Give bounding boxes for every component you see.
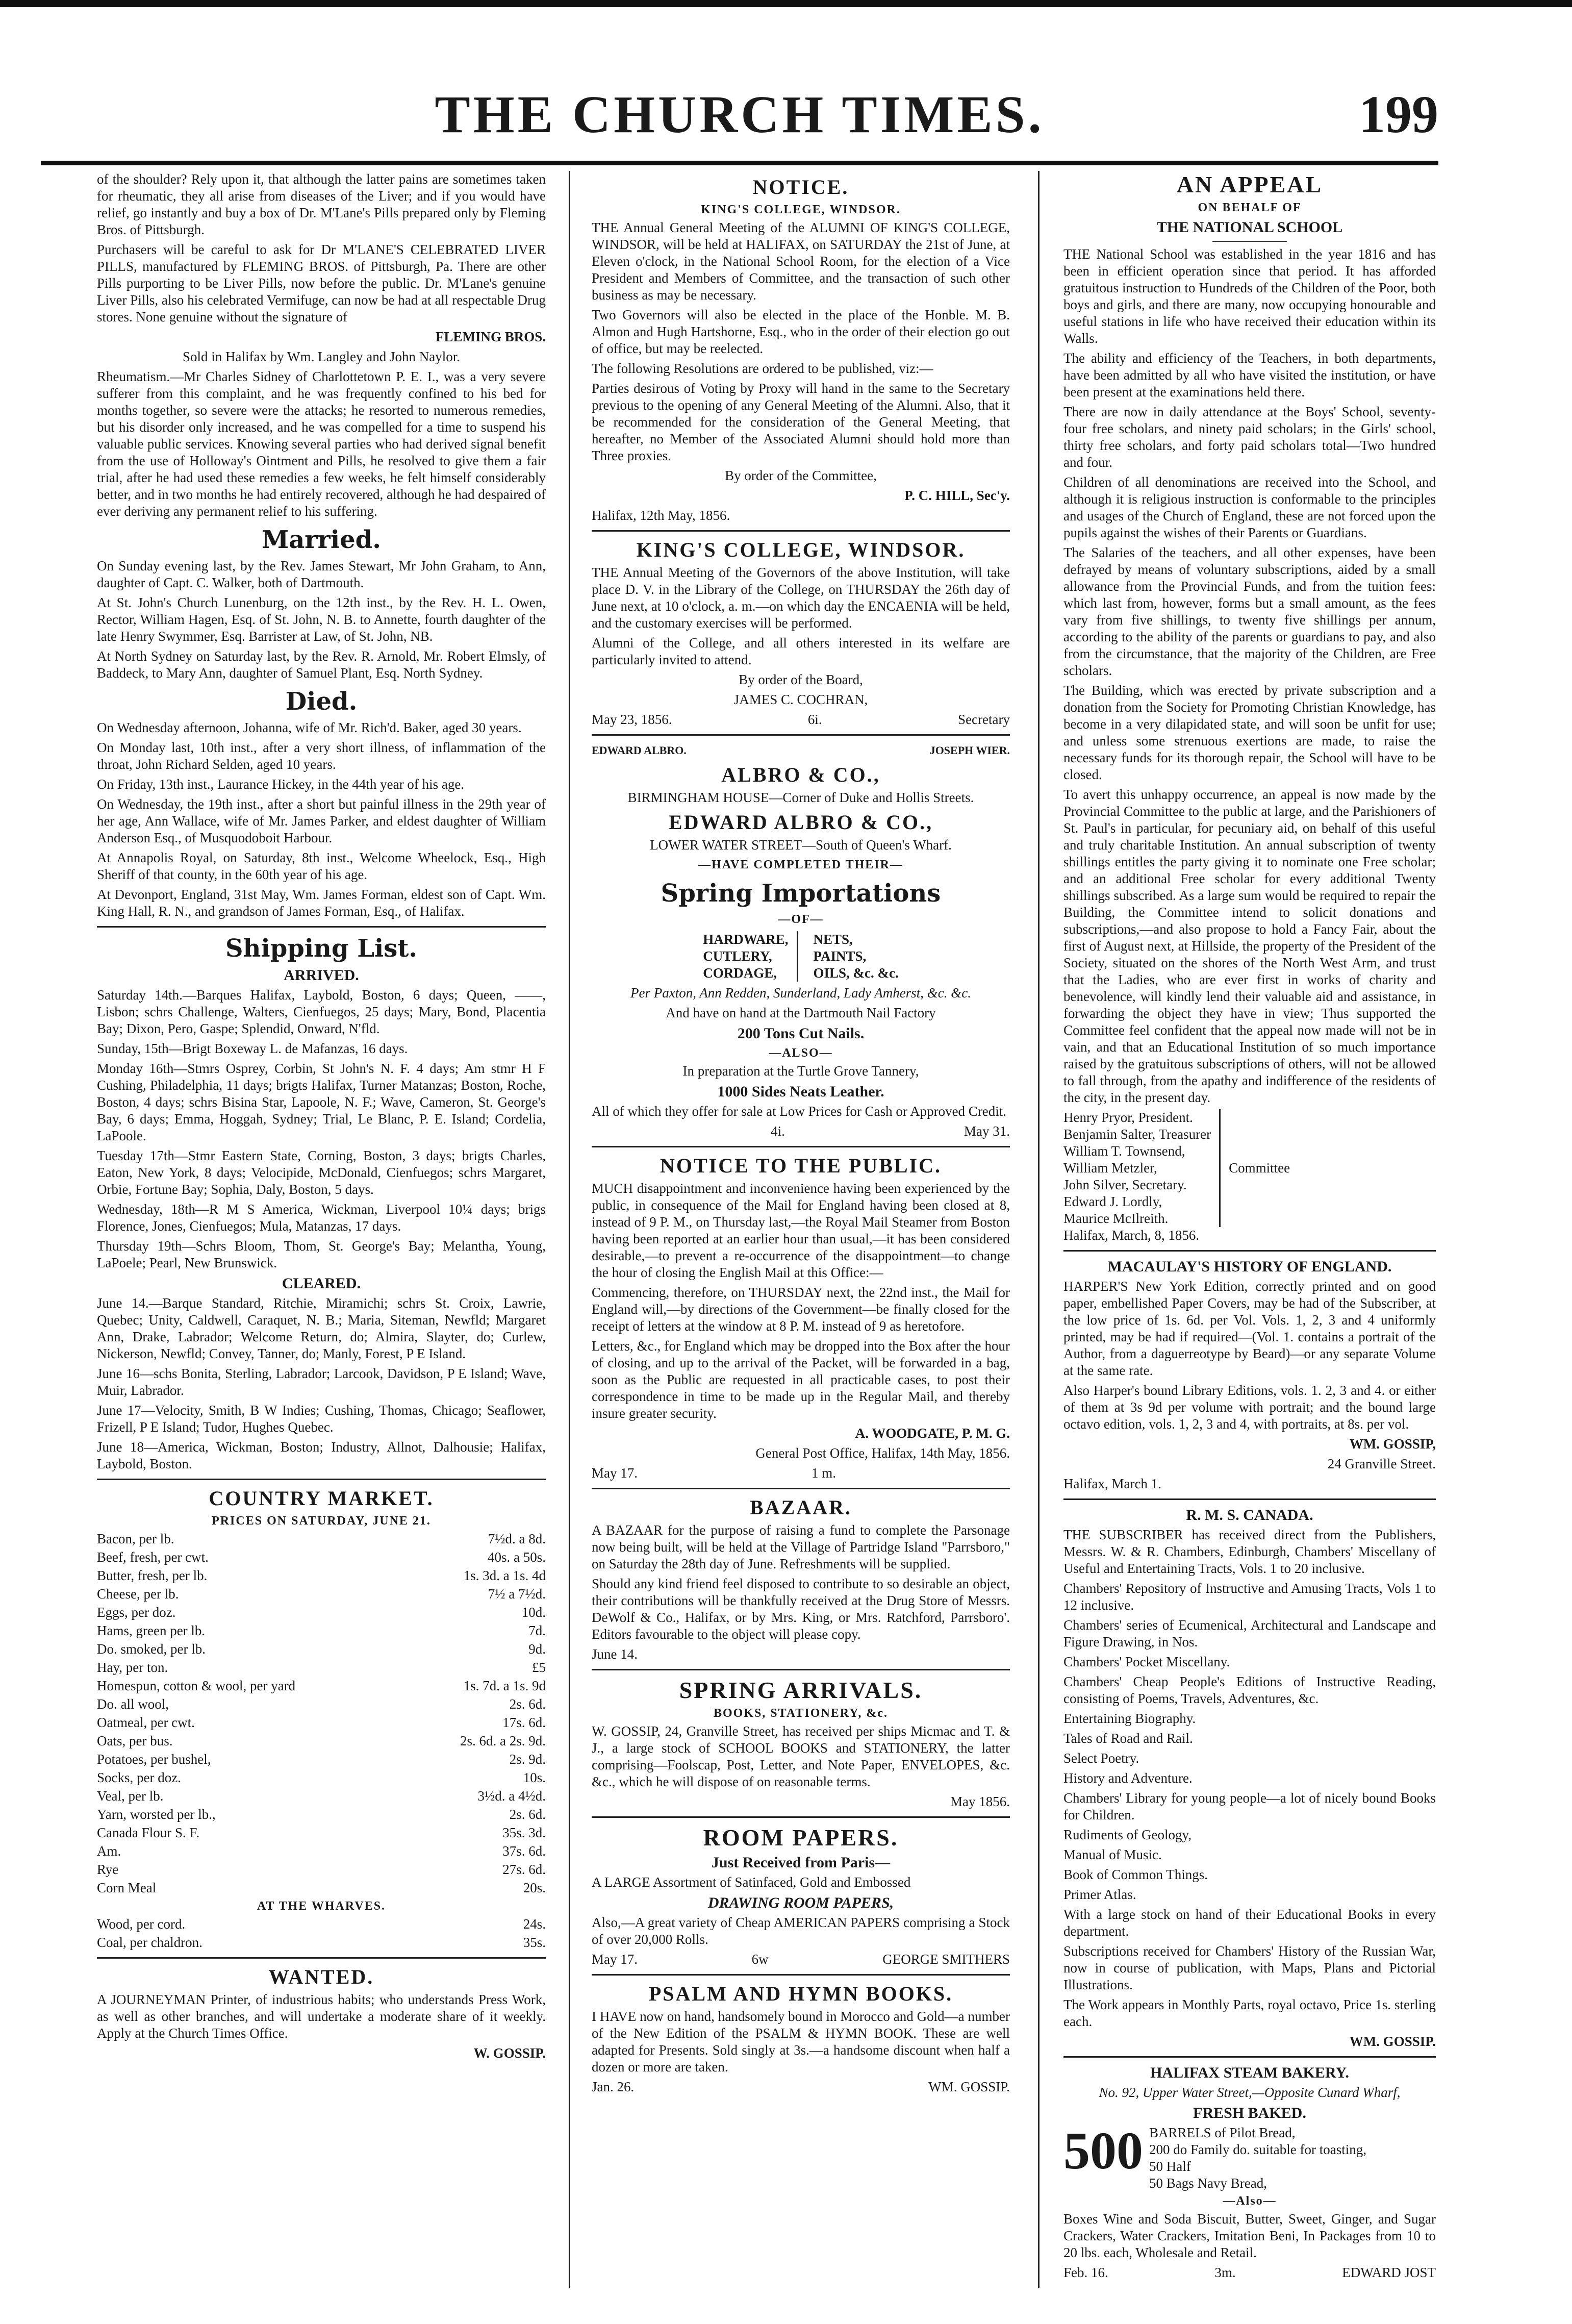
pills-signature: FLEMING BROS. bbox=[435, 329, 546, 344]
market-row: Corn Meal 20s. bbox=[97, 1880, 546, 1895]
committee-member: Henry Pryor, President. bbox=[1063, 1110, 1193, 1125]
arrived-heading: ARRIVED. bbox=[284, 967, 359, 984]
column-divider-1 bbox=[569, 171, 570, 2288]
albro-firm-2: EDWARD ALBRO & CO., bbox=[668, 811, 933, 834]
column-1 bbox=[97, 171, 546, 2065]
wharves-row: Coal, per chaldron. 35s. bbox=[97, 1935, 546, 1950]
section-rule bbox=[97, 926, 546, 928]
spring-arrivals-heading: SPRING ARRIVALS. bbox=[679, 1677, 923, 1703]
kings-college-date: May 23, 1856. bbox=[592, 712, 672, 727]
section-rule bbox=[97, 1479, 546, 1480]
spring-arrivals-subheading: BOOKS, STATIONERY, &c. bbox=[713, 1707, 889, 1720]
bazaar-text: Should any kind friend feel disposed to contribute to so desirable an object, their contributions will be thankfully received at the Drug Store of Messrs. DeWolf & Co., Halifax, or by Mrs. King, or Mrs. Ratchford, Parrsboro'. Editors favourable to the object will please copy. bbox=[592, 1576, 1010, 1642]
page-number: 199 bbox=[1359, 85, 1438, 144]
room-papers-text: Also,—A great variety of Cheap AMERICAN PAPERS comprising a Stock of over 20,000 Rolls. bbox=[592, 1915, 1010, 1947]
appeal-text: Children of all denominations are received into the School, and although it is religious instruction is conformable to the principles and usages of the Church of England, these are not forced upon the pupils against the wishes of their Parents or Guardians. bbox=[1063, 474, 1436, 540]
notice-by-order: By order of the Committee, bbox=[725, 468, 877, 483]
market-row: Canada Flour S. F. 35s. 3d. bbox=[97, 1825, 546, 1840]
canada-book-list bbox=[1063, 1580, 1436, 1903]
section-rule bbox=[592, 1816, 1010, 1818]
masthead bbox=[41, 84, 1438, 156]
arrival-entry: Wednesday, 18th—R M S America, Wickman, Liverpool 10¼ days; brigs Florence, Jones, Cienfuegos; Mula, Matanzas, 17 days. bbox=[97, 1202, 546, 1234]
cleared-entry: June 17—Velocity, Smith, B W Indies; Cushing, Thomas, Chicago; Seaflower, Frizell, P E Island; Tudor, Hughes Quebec. bbox=[97, 1403, 546, 1435]
notice-date: Halifax, 12th May, 1856. bbox=[592, 508, 730, 523]
wanted-text: A JOURNEYMAN Printer, of industrious habits; who understands Press Work, as well as other branches, and will undertake a moderate share of it weekly. Apply at the Church Times Office. bbox=[97, 1992, 546, 2041]
market-row: Potatoes, per bushel, 2s. 9d. bbox=[97, 1752, 546, 1767]
married-entry: At St. John's Church Lunenburg, on the 12th inst., by the Rev. H. L. Owen, Rector, William Hagen, Esq. of St. John, N. B. to Annette, fourth daughter of the late Henry Swymmer, Esq. Barrister at Law, of St. John, NB. bbox=[97, 595, 546, 644]
albro-terms-code: 4i. bbox=[771, 1123, 785, 1139]
appeal-text: There are now in daily attendance at the Boys' School, seventy-four free scholars, and ninety paid scholars; in the Girls' school, thirty free scholars, and forty paid scholars total—Two hundred and four. bbox=[1063, 404, 1436, 470]
albro-goods-left: HARDWARE, CUTLERY, CORDAGE, bbox=[703, 931, 798, 982]
committee-member: William Metzler, bbox=[1063, 1160, 1157, 1176]
room-papers-text: A LARGE Assortment of Satinfaced, Gold and Embossed bbox=[592, 1875, 911, 1890]
wharves-row: Wood, per cord. 24s. bbox=[97, 1916, 546, 1932]
market-row: Beef, fresh, per cwt. 40s. a 50s. bbox=[97, 1550, 546, 1565]
notice-text: Parties desirous of Voting by Proxy will hand in the same to the Secretary previous to the opening of any General Meeting of the Alumni. Also, that it be recommended for the consideration of the General Meeting, that hereafter, no Member of the Associated Alumni should hold more than Three proxies. bbox=[592, 381, 1010, 463]
section-rule bbox=[592, 1974, 1010, 1976]
psalm-signature: WM. GOSSIP. bbox=[928, 2079, 1010, 2094]
list-item: 200 do Family do. suitable for toasting, bbox=[1149, 2142, 1366, 2157]
macaulay-heading: MACAULAY'S HISTORY OF ENGLAND. bbox=[1107, 1258, 1392, 1275]
room-papers-code: 6w bbox=[751, 1952, 769, 1967]
spring-arrivals-date: May 1856. bbox=[950, 1794, 1010, 1809]
section-rule bbox=[97, 1957, 546, 1959]
psalm-heading: PSALM AND HYMN BOOKS. bbox=[648, 1982, 953, 2005]
albro-spring-importations: Spring Importations bbox=[661, 879, 941, 908]
newspaper-title: THE CHURCH TIMES. bbox=[435, 85, 1045, 144]
appeal-subheading: ON BEHALF OF bbox=[1198, 201, 1302, 214]
market-row: Cheese, per lb. 7½ a 7½d. bbox=[97, 1586, 546, 1602]
arrival-entry: Monday 16th—Stmrs Osprey, Corbin, St John's N. F. 4 days; Am stmr H F Cushing, Philadelphia, 11 days; brigts Halifax, Turner Matanzas; Boston, Roche, Boston, 4 days; schrs Bisina Star, Lapoole, N. F.; Wave, Cameron, St. George's Bay, 6 days; Emma, Hoggah, Sydney; Trial, Le Blanc, P. E. Island; Cordelia, LaPoole. bbox=[97, 1061, 546, 1143]
psalm-text: I HAVE now on hand, handsomely bound in Morocco and Gold—a number of the New Edition of the PSALM & HYMN BOOK. These are well adapted for Presents. Sold singly at 3s.—a handsome discount when half a dozen or more are taken. bbox=[592, 2009, 1010, 2075]
market-price-list bbox=[97, 1531, 546, 1896]
market-row: Butter, fresh, per lb. 1s. 3d. a 1s. 4d bbox=[97, 1568, 546, 1583]
bakery-500: 500 bbox=[1063, 2121, 1143, 2180]
section-rule bbox=[592, 530, 1010, 532]
public-notice-heading: NOTICE TO THE PUBLIC. bbox=[660, 1154, 942, 1177]
canada-text: With a large stock on hand of their Educational Books in every department. bbox=[1063, 1907, 1436, 1939]
death-entry: At Devonport, England, 31st May, Wm. James Forman, eldest son of Capt. Wm. King Hall, R. N., and grandson of James Forman, Esq., of Halifax. bbox=[97, 887, 546, 919]
committee-member: Benjamin Salter, Treasurer bbox=[1063, 1127, 1211, 1142]
albro-terms-footer bbox=[592, 1123, 1010, 1140]
kings-college-footer bbox=[592, 711, 1010, 728]
kings-college-text: Alumni of the College, and all others interested in its welfare are particularly invited to attend. bbox=[592, 635, 1010, 667]
bakery-fresh-baked: FRESH BAKED. bbox=[1193, 2105, 1306, 2121]
bakery-address: No. 92, Upper Water Street,—Opposite Cunard Wharf, bbox=[1099, 2085, 1401, 2100]
public-notice-text: Letters, &c., for England which may be dropped into the Box after the hour of closing, and up to the arrival of the Packet, will be forwarded in a bag, soon as the Public are requested in all practicable cases, to post their correspondence in time to be made up in the Regular Mail, and thereby insure greater security. bbox=[592, 1338, 1010, 1421]
list-item: 50 Bags Navy Bread, bbox=[1149, 2176, 1267, 2191]
committee-member: William T. Townsend, bbox=[1063, 1143, 1185, 1159]
market-row: Eggs, per doz. 10d. bbox=[97, 1605, 546, 1620]
appeal-rule bbox=[1212, 241, 1287, 242]
market-row: Oatmeal, per cwt. 17s. 6d. bbox=[97, 1715, 546, 1730]
kings-college-secretary: Secretary bbox=[958, 712, 1010, 727]
died-heading: Died. bbox=[285, 687, 358, 716]
bakery-code: 3m. bbox=[1214, 2265, 1236, 2280]
list-item: Primer Atlas. bbox=[1063, 1887, 1136, 1902]
macaulay-text: HARPER'S New York Edition, correctly printed and on good paper, embellished Paper Covers, may be had of the Subscriber, at the low price of 1s. 6d. per Vol. Vols. 1, 2, 3 and 4 uniformly printed, may be had if required—(Vol. 1. contains a portrait of the Author, from a daguerreotype by Beard)—or any separate Volume at the same rate. bbox=[1063, 1279, 1436, 1378]
list-item: Chambers' series of Ecumenical, Architectural and Landscape and Figure Drawing, in Nos. bbox=[1063, 1617, 1436, 1650]
public-notice-footer bbox=[592, 1465, 1010, 1482]
market-row: Do. smoked, per lb. 9d. bbox=[97, 1641, 546, 1657]
market-row: Oats, per bus. 2s. 6d. a 2s. 9d. bbox=[97, 1733, 546, 1748]
section-rule bbox=[592, 1669, 1010, 1670]
death-entry: On Friday, 13th inst., Laurance Hickey, in the 44th year of his age. bbox=[97, 777, 465, 792]
committee-member: John Silver, Secretary. bbox=[1063, 1177, 1187, 1192]
public-notice-code: 1 m. bbox=[811, 1465, 836, 1481]
wanted-heading: WANTED. bbox=[268, 1965, 374, 1988]
canada-text: The Work appears in Monthly Parts, royal octavo, Price 1s. sterling each. bbox=[1063, 1997, 1436, 2029]
room-papers-footer bbox=[592, 1951, 1010, 1968]
macaulay-address: 24 Granville Street. bbox=[1327, 1456, 1436, 1471]
market-heading: COUNTRY MARKET. bbox=[209, 1487, 434, 1510]
cleared-entry: June 14.—Barque Standard, Ritchie, Miramichi; schrs St. Croix, Lawrie, Quebec; Unity, Caldwell, Caraquet, N. B.; Maria, Siteman, Newfld; Margaret Ann, Drake, Labrador; Welcome Return, do; Almira, Slayter, do; Curlew, Nickerson, Newfld; Convey, Tanner, do; Manly, Forest, P E Island. bbox=[97, 1295, 546, 1361]
canada-signature: WM. GOSSIP. bbox=[1349, 2034, 1436, 2049]
albro-terms-date: May 31. bbox=[964, 1123, 1010, 1139]
cleared-entry: June 16—schs Bonita, Sterling, Labrador; Larcook, Davidson, P E Island; Wave, Muir, Labrador. bbox=[97, 1366, 546, 1398]
albro-firm: ALBRO & CO., bbox=[721, 763, 880, 786]
albro-nails: 200 Tons Cut Nails. bbox=[737, 1025, 865, 1042]
bakery-also: —Also— bbox=[1223, 2194, 1277, 2208]
list-item: Entertaining Biography. bbox=[1063, 1711, 1196, 1726]
list-item: Chambers' Library for young people—a lot of nicely bound Books for Children. bbox=[1063, 1790, 1436, 1822]
arrival-entry: Tuesday 17th—Stmr Eastern State, Corning, Boston, 3 days; brigts Charles, Eaton, New York, 8 days; Velocipide, McDonald, Cienfuegos; schrs Margaret, Orbie, Fortune Bay; Sophia, Daly, Boston, 5 days. bbox=[97, 1148, 546, 1197]
market-row: Bacon, per lb. 7½d. a 8d. bbox=[97, 1531, 546, 1546]
list-item: Chambers' Pocket Miscellany. bbox=[1063, 1654, 1230, 1669]
albro-partner-left: EDWARD ALBRO. bbox=[592, 744, 687, 757]
notice-text: The following Resolutions are ordered to be published, viz:— bbox=[592, 361, 933, 376]
bakery-footer bbox=[1063, 2264, 1436, 2281]
wharves-subheading: AT THE WHARVES. bbox=[257, 1900, 386, 1913]
masthead-rule bbox=[41, 161, 1438, 165]
list-item: Tales of Road and Rail. bbox=[1063, 1731, 1193, 1746]
pills-advert: of the shoulder? Rely upon it, that although the latter pains are sometimes taken for rheumatic, they all arise from diseases of the Liver; and if you would have relief, go instantly and buy a box of Dr. M'Lane's Pills prepared only by Fleming Bros. of Pittsburgh. bbox=[97, 171, 546, 237]
page-top-edge bbox=[0, 0, 1572, 7]
kings-college-by-order: By order of the Board, bbox=[739, 672, 863, 687]
list-item: History and Adventure. bbox=[1063, 1770, 1193, 1786]
albro-terms: All of which they offer for sale at Low Prices for Cash or Approved Credit. bbox=[592, 1104, 1007, 1119]
married-heading: Married. bbox=[262, 526, 381, 554]
room-papers-date: May 17. bbox=[592, 1952, 638, 1967]
appeal-text: THE National School was established in the year 1816 and has been in efficient operation since that period. It has afforded gratuitous instruction to Hundreds of the Children of the Poor, both boys and girls, and there are many, now occupying honourable and useful stations in life who have received their education within its Walls. bbox=[1063, 246, 1436, 346]
macaulay-signature: WM. GOSSIP, bbox=[1349, 1436, 1436, 1452]
list-item: Rudiments of Geology, bbox=[1063, 1827, 1191, 1842]
market-row: Socks, per doz. 10s. bbox=[97, 1770, 546, 1785]
macaulay-text: Also Harper's bound Library Editions, vols. 1. 2, 3 and 4. or either of them at 3s 9d per volume with portrait; and the bound large octavo edition, vols. 1, 2, 3 and 4, with portraits, at 8s. per vol. bbox=[1063, 1383, 1436, 1432]
married-entry: At North Sydney on Saturday last, by the Rev. R. Arnold, Mr. Robert Elmsly, of Baddeck, to Mary Ann, daughter of Samuel Plant, Esq. North Sydney. bbox=[97, 648, 546, 681]
death-entry: On Monday last, 10th inst., after a very short illness, of inflammation of the throat, John Richard Selden, aged 10 years. bbox=[97, 740, 546, 772]
section-rule bbox=[1063, 1498, 1436, 1500]
albro-nail-factory: And have on hand at the Dartmouth Nail Factory bbox=[666, 1005, 936, 1020]
list-item: Chambers' Repository of Instructive and Amusing Tracts, Vols 1 to 12 inclusive. bbox=[1063, 1581, 1436, 1613]
pills-sold-by: Sold in Halifax by Wm. Langley and John Naylor. bbox=[183, 349, 460, 364]
bakery-list bbox=[1063, 2121, 1436, 2192]
married-entry: On Sunday evening last, by the Rev. James Stewart, Mr John Graham, to Ann, daughter of Capt. C. Walker, both of Dartmouth. bbox=[97, 558, 546, 590]
arrival-entry: Sunday, 15th—Brigt Boxeway L. de Mafanzas, 16 days. bbox=[97, 1041, 408, 1056]
psalm-date: Jan. 26. bbox=[592, 2079, 635, 2094]
spring-arrivals-text: W. GOSSIP, 24, Granville Street, has received per ships Micmac and T. & J., a large stock of SCHOOL BOOKS and STATIONERY, the latter comprising—Foolscap, Post, Letter, and Note Paper, ENVELOPES, &c. &c., which he will dispose of on reasonable terms. bbox=[592, 1723, 1010, 1789]
macaulay-date: Halifax, March 1. bbox=[1063, 1476, 1161, 1491]
bazaar-date: June 14. bbox=[592, 1646, 638, 1662]
committee-label: Committee bbox=[1229, 1160, 1290, 1176]
list-item: BARRELS of Pilot Bread, bbox=[1149, 2125, 1296, 2140]
public-notice-date: May 17. bbox=[592, 1465, 638, 1481]
market-row: Veal, per lb. 3½d. a 4½d. bbox=[97, 1788, 546, 1804]
appeal-text: The ability and efficiency of the Teachers, in both departments, have been admitted by all who have visited the institution, or have been present at the examinations held there. bbox=[1063, 351, 1436, 399]
room-papers-subheading: Just Received from Paris— bbox=[711, 1854, 891, 1871]
market-row: Hams, green per lb. 7d. bbox=[97, 1623, 546, 1638]
bazaar-text: A BAZAAR for the purpose of raising a fund to complete the Parsonage now being built, will be held at the Village of Partridge Island "Parrsboro," on Saturday the 28th day of June. Refreshments will be supplied. bbox=[592, 1522, 1010, 1571]
notice-signature: P. C. HILL, Sec'y. bbox=[904, 488, 1010, 503]
bakery-text: Boxes Wine and Soda Biscuit, Butter, Sweet, Ginger, and Sugar Crackers, Water Crackers, Imitation Beni, In Packages from 10 to 20 lbs. each, Wholesale and Retail. bbox=[1063, 2211, 1436, 2260]
appeal-text: To avert this unhappy occurrence, an appeal is now made by the Provincial Committee to the public at large, and the Parishioners of St. Paul's in particular, for pecuniary aid, on behalf of this useful and truly charitable Institution. An annual subscription of twenty shillings entitles the party giving it to nominate one Free scholar; and an additional Free scholar for every additional Twenty shillings subscribed. As a large sum would be required to repair the Building, the Committee intend to solicit donations and subscriptions,—and also propose to hold a Fancy Fair, about the first of August next, at Hillside, the property of the President of the Society, situated on the shores of the North West Arm, and trust that the Ladies, who are ever first in works of charity and benevolence, will kindly lend their valuable aid and assistance, in forwarding the object they have in view; Thus supported the Committee feel confident that the appeal now made will not be in vain, and that an Educational Institution of so much importance raised by the gratuitous subscriptions of others, will not be allowed to fall through, from the apathy and indifference of the residents of the city, in the present day. bbox=[1063, 787, 1436, 1105]
appeal-date: Halifax, March, 8, 1856. bbox=[1063, 1228, 1200, 1243]
room-papers-drawing: DRAWING ROOM PAPERS, bbox=[707, 1894, 894, 1911]
section-rule bbox=[592, 1146, 1010, 1147]
column-2 bbox=[592, 171, 1010, 2095]
room-papers-signature: GEORGE SMITHERS bbox=[882, 1952, 1010, 1967]
arrival-entry: Thursday 19th—Schrs Bloom, Thom, St. George's Bay; Melantha, Young, LaPoele; Pearl, New Brunswick. bbox=[97, 1238, 546, 1270]
albro-ships: Per Paxton, Ann Redden, Sunderland, Lady Amherst, &c. &c. bbox=[630, 985, 971, 1001]
public-notice-office: General Post Office, Halifax, 14th May, 1856. bbox=[755, 1445, 1010, 1461]
bazaar-heading: BAZAAR. bbox=[750, 1496, 852, 1519]
market-row: Yarn, worsted per lb., 2s. 6d. bbox=[97, 1807, 546, 1822]
list-item: Manual of Music. bbox=[1063, 1847, 1162, 1862]
albro-also: —ALSO— bbox=[769, 1046, 833, 1060]
cleared-heading: CLEARED. bbox=[282, 1275, 361, 1292]
market-row: Do. all wool, 2s. 6d. bbox=[97, 1696, 546, 1712]
albro-of: —OF— bbox=[778, 913, 824, 926]
kings-college-heading: KING'S COLLEGE, WINDSOR. bbox=[636, 538, 966, 561]
list-item: Select Poetry. bbox=[1063, 1751, 1139, 1766]
notice-text: Two Governors will also be elected in the place of the Honble. M. B. Almon and Hugh Hartshorne, Esq., who in the order of their election go out of office, but may be reelected. bbox=[592, 307, 1010, 356]
canada-heading: R. M. S. CANADA. bbox=[1186, 1507, 1313, 1523]
market-row: Hay, per ton. £5 bbox=[97, 1660, 546, 1675]
albro-goods bbox=[592, 931, 1010, 982]
appeal-text: The Salaries of the teachers, and all other expenses, have been defrayed by means of voluntary subscriptions, aided by a small allowance from the Provincial Funds, and from the tuition fees: which last from, however, forms but a small amount, as the fees vary from five shillings, to twenty five shillings per annum, according to the ability of the parents or guardians to pay, and also from the circumstance, that the majority of the Children, are Free scholars. bbox=[1063, 545, 1436, 678]
section-rule bbox=[1063, 1250, 1436, 1252]
albro-house: BIRMINGHAM HOUSE—Corner of Duke and Hollis Streets. bbox=[627, 790, 974, 805]
committee-member: Maurice McIlreith. bbox=[1063, 1211, 1169, 1226]
section-rule bbox=[592, 1488, 1010, 1489]
market-row: Homespun, cotton & wool, per yard 1s. 7d. a 1s. 9d bbox=[97, 1678, 546, 1693]
bakery-heading: HALIFAX STEAM BAKERY. bbox=[1150, 2064, 1349, 2081]
room-papers-heading: ROOM PAPERS. bbox=[703, 1825, 899, 1851]
appeal-subheading-2: THE NATIONAL SCHOOL bbox=[1156, 219, 1343, 236]
public-notice-text: Commencing, therefore, on THURSDAY next, the 22nd inst., the Mail for England will,—by directions of the Government—be finally closed for the receipt of letters at the window at 8 P. M. instead of 9 as heretofore. bbox=[592, 1285, 1010, 1334]
notice-subheading: KING'S COLLEGE, WINDSOR. bbox=[701, 203, 901, 216]
albro-house-2: LOWER WATER STREET—South of Queen's Wharf. bbox=[650, 837, 952, 853]
market-row: Am. 37s. 6d. bbox=[97, 1843, 546, 1859]
public-notice-signature: A. WOODGATE, P. M. G. bbox=[855, 1426, 1010, 1441]
list-item: 50 Half bbox=[1149, 2159, 1191, 2174]
canada-text: Subscriptions received for Chambers' History of the Russian War, now in course of publication, with Maps, Plans and Pictorial Illustrations. bbox=[1063, 1943, 1436, 1992]
committee-names bbox=[1063, 1109, 1221, 1227]
column-divider-2 bbox=[1038, 171, 1039, 2288]
notice-heading: NOTICE. bbox=[752, 176, 849, 198]
albro-goods-right: NETS, PAINTS, OILS, &c. &c. bbox=[813, 932, 899, 981]
kings-college-signature: JAMES C. COCHRAN, bbox=[733, 692, 868, 707]
albro-partner-right: JOSEPH WIER. bbox=[929, 744, 1010, 757]
list-item: Book of Common Things. bbox=[1063, 1867, 1208, 1882]
public-notice-text: MUCH disappointment and inconvenience having been experienced by the public, in consequence of the Mail for England having been closed at 8, instead of 9 P. M., on Thursday last,—the Royal Mail Steamer from Boston having been reported at an earlier hour than usual,—it has been considered desirable,—to prevent a re-occurrence of the disappointment—to change the hour of closing the English Mail at this Office:— bbox=[592, 1181, 1010, 1280]
shipping-heading: Shipping List. bbox=[225, 934, 418, 963]
notice-text: THE Annual General Meeting of the ALUMNI OF KING'S COLLEGE, WINDSOR, will be held at HALIFAX, on SATURDAY the 21st of June, at Eleven o'clock, in the National School Room, for the election of a Vice President and Members of Committee, and the transaction of such other business as may be necessary. bbox=[592, 220, 1010, 303]
albro-tannery: In preparation at the Turtle Grove Tannery, bbox=[682, 1063, 919, 1079]
kings-college-text: THE Annual Meeting of the Governors of the above Institution, will take place D. V. in the Library of the College, on THURSDAY the 26th day of June next, at 10 o'clock, a. m.—on which day the ENCAENIA will be held, and the customary exercises will be performed. bbox=[592, 565, 1010, 631]
market-row: Rye 27s. 6d. bbox=[97, 1862, 546, 1877]
rheumatism-notice: Rheumatism.—Mr Charles Sidney of Charlottetown P. E. I., was a very severe sufferer from this complaint, and he was frequently confined to his bed for months together, so severe were the attacks; he resorted to numerous remedies, but his disorder only increased, and he was compelled for a time to suspend his valuable public services. Knowing several parties who had derived signal benefit from the use of Holloway's Ointment and Pills, he resolved to give them a fair trial, after he had used these remedies a few weeks, he felt himself considerably better, and in two months he had entirely recovered, although he had despaired of ever deriving any permanent relief to his suffering. bbox=[97, 369, 546, 519]
list-item: Chambers' Cheap People's Editions of Instructive Reading, consisting of Poems, Travels, Adventures, &c. bbox=[1063, 1674, 1436, 1706]
death-entry: At Annapolis Royal, on Saturday, 8th inst., Welcome Wheelock, Esq., High Sheriff of that county, in the 60th year of his age. bbox=[97, 850, 546, 882]
albro-have-completed: —HAVE COMPLETED THEIR— bbox=[698, 858, 903, 871]
death-entry: On Wednesday afternoon, Johanna, wife of Mr. Rich'd. Baker, aged 30 years. bbox=[97, 720, 522, 735]
canada-text: THE SUBSCRIBER has received direct from the Publishers, Messrs. W. & R. Chambers, Edinburgh, Chambers' Miscellany of Useful and Entertaining Tracts, Vols. 1 to 20 inclusive. bbox=[1063, 1527, 1436, 1576]
bakery-signature: EDWARD JOST bbox=[1342, 2265, 1436, 2280]
psalm-footer bbox=[592, 2079, 1010, 2095]
committee-member: Edward J. Lordly, bbox=[1063, 1194, 1162, 1209]
death-entry: On Wednesday, the 19th inst., after a short but painful illness in the 29th year of her age, Ann Wallace, wife of Mr. James Parker, and eldest daughter of William Anderson Esq., of Musquodoboit Harbour. bbox=[97, 796, 546, 845]
market-subheading: PRICES ON SATURDAY, JUNE 21. bbox=[212, 1514, 431, 1528]
appeal-text: The Building, which was erected by private subscription and a donation from the Society for Promoting Christian Knowledge, has become in a very dilapidated state, and will soon be unfit for use; and unless some strenuous exertions are made, to raise the necessary funds for its thorough repair, the School will have to be closed. bbox=[1063, 683, 1436, 782]
albro-leather: 1000 Sides Neats Leather. bbox=[717, 1083, 884, 1100]
pills-caution: Purchasers will be careful to ask for Dr M'LANE'S CELEBRATED LIVER PILLS, manufactured by FLEMING BROS. of Pittsburgh, Pa. There are other Pills purporting to be Liver Pills, now before the public. Dr. M'Lane's genuine Liver Pills, also his celebrated Vermifuge, can now be had at all respectable Drug stores. None genuine without the signature of bbox=[97, 242, 546, 324]
kings-college-code: 6i. bbox=[807, 712, 822, 727]
section-rule bbox=[592, 734, 1010, 736]
cleared-entry: June 18—America, Wickman, Boston; Industry, Allnot, Dalhousie; Halifax, Laybold, Boston. bbox=[97, 1439, 546, 1471]
wanted-signature: W. GOSSIP. bbox=[473, 2045, 546, 2061]
section-rule bbox=[1063, 2056, 1436, 2058]
arrival-entry: Saturday 14th.—Barques Halifax, Laybold, Boston, 6 days; Queen, ——, Lisbon; schrs Challenge, Walters, Cienfuegos, 25 days; Mary, Bond, Placentia Bay; Dixon, Pero, Gaspe; Splendid, Onward, N'fld. bbox=[97, 987, 546, 1036]
column-3 bbox=[1063, 171, 1436, 2281]
bakery-date: Feb. 16. bbox=[1063, 2265, 1108, 2280]
appeal-heading: AN APPEAL bbox=[1176, 171, 1323, 197]
albro-partners bbox=[592, 742, 1010, 759]
appeal-committee bbox=[1063, 1109, 1436, 1227]
